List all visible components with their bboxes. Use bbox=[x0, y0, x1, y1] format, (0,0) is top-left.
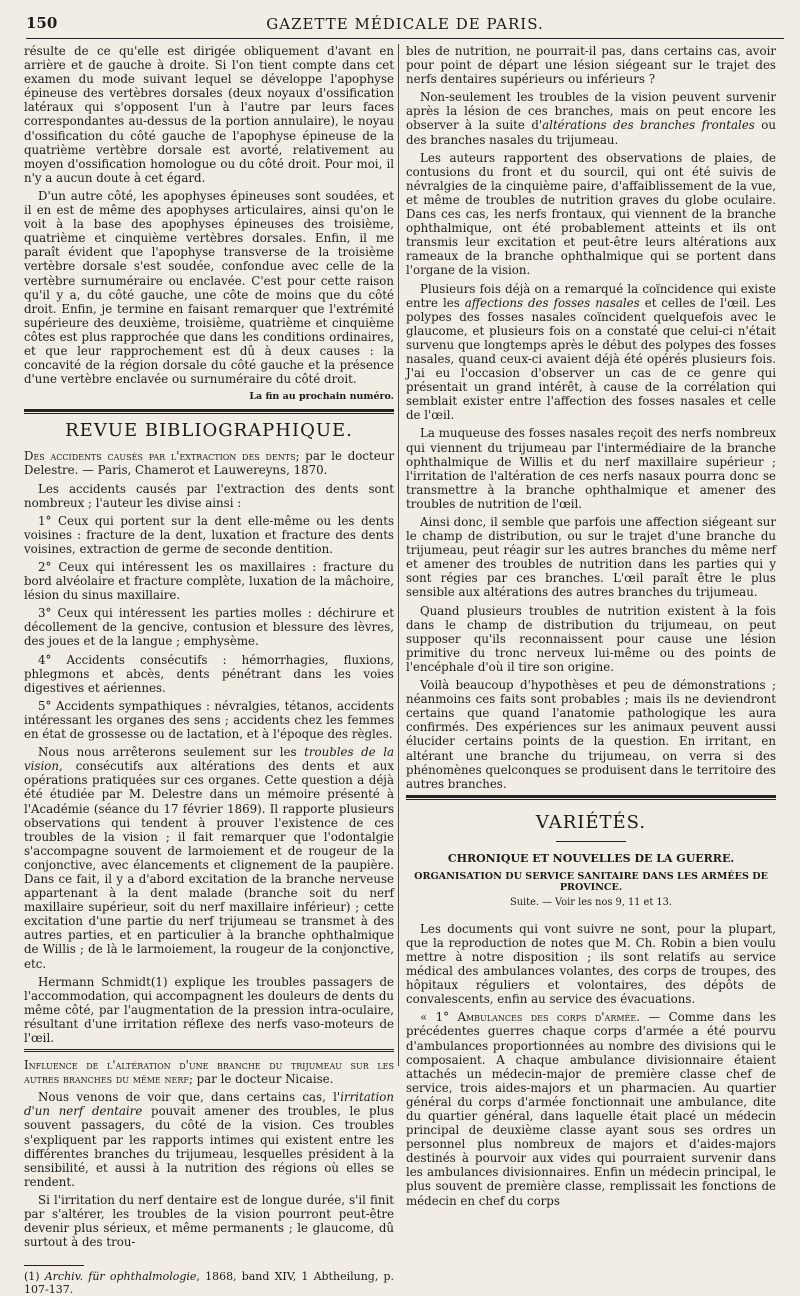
text: « 1° bbox=[420, 1010, 458, 1025]
entry-title: Influence de l'altération d'une branche du trijumeau sur les autres branches du même nerf bbox=[24, 1058, 394, 1087]
italic-text: irritation d'un nerf dentaire bbox=[24, 1090, 394, 1119]
paragraph: Voilà beaucoup d'hypothèses et peu de démonstrations ; néanmoins ces faits sont probables ; mais ils ne deviendront certains que quand l'anatomie pathologique les aura confirmés. Des expériences sur les animaux peuvent aussi élucider certains points de la question. En irritant, en altérant une branche du trijumeau, on verra si des phénomènes quelconques se produisent dans le territoire des autres branches. bbox=[406, 678, 776, 791]
paragraph: bles de nutrition, ne pourrait-il pas, dans certains cas, avoir pour point de départ une lésion siégeant sur le trajet des nerfs dentaires supérieurs ou inférieurs ? bbox=[406, 44, 776, 87]
bibliography-entry bbox=[24, 449, 394, 477]
paragraph bbox=[24, 1090, 394, 1189]
text: , 1868, band XIV, 1 Abtheilung, p. 107-137. bbox=[24, 1270, 395, 1296]
entry-source: ; par le docteur Delestre. — Paris, Chamerot et Lauwereyns, 1870. bbox=[24, 449, 394, 478]
italic-text: troubles de la vision bbox=[24, 745, 395, 774]
section-title: REVUE BIBLIOGRAPHIQUE. bbox=[65, 420, 353, 442]
section-title: VARIÉTÉS. bbox=[535, 811, 647, 833]
bibliography-entry bbox=[24, 1058, 394, 1086]
italic-text: altérations des branches frontales bbox=[542, 118, 755, 133]
subheading-organisation: ORGANISATION DU SERVICE SANITAIRE DANS LES ARMÉES DE PROVINCE. bbox=[414, 870, 768, 893]
entry-rule bbox=[24, 1049, 394, 1052]
right-column bbox=[406, 44, 776, 1208]
paragraph bbox=[406, 1010, 776, 1207]
paragraph: Si l'irritation du nerf dentaire est de longue durée, s'il finit par s'altérer, les troubles de la vision pourront peut-être devenir plus sérieux, et même permanents ; le glaucome, dû surtout à des trou- bbox=[24, 1192, 394, 1250]
paragraph bbox=[406, 282, 776, 423]
text: , consécutifs aux altérations des dents et aux opérations pratiquées sur ces organes. Cette question a déjà été étudiée par M. Delestre dans un mémoire présenté à l'Académie (séance du 17 février 1869). Il rapporte plusieurs observations qui tendent à prouver l'existence de ces troubles de la vision ; il fait remarquer que l'odontalgie s'accompagne souvent de larmoiement et de rougeur de la conjonctive, avec élancements et clignement de la paupière. Dans ce fait, il y a d'abord excitation de la branche nerveuse appartenant à la dent malade (branche soit du nerf maxillaire supérieur, soit du nerf maxillaire inférieur) ; cette excitation d'une partie du nerf trijumeau se transmet à des autres parties, et en particulier à la branche ophthalmique de Willis ; de là le larmoiement, la rougeur de la conjonctive, etc. bbox=[24, 759, 394, 971]
list-item: 5° Accidents sympathiques : névralgies, tétanos, accidents intéressant les organes des sens ; accidents chez les femmes en état de grossesse ou de lactation, et à l'époque des règles. bbox=[24, 698, 394, 742]
paragraph: D'un autre côté, les apophyses épineuses sont soudées, et il en est de même des apophyses articulaires, ainsi qu'on le voit à la base des apophyses épineuses des troisième, quatrième et cinquième vertèbres dorsales. Enfin, il me paraît évident que l'apophyse transverse de la troisième vertèbre dorsale s'est soudée, confondue avec celle de la vertèbre surnuméraire ou enclavée. C'est pour cette raison qu'il y a, du côté gauche, une côte de moins que du côté droit. Enfin, je termine en faisant remarquer que l'extrémité supérieure des deuxième, troisième, quatrième et cinquième côtes est plus rapprochée que dans les conditions ordinaires, et que leur rapprochement est dû à deux causes : la concavité de la région dorsale du côté gauche et la présence d'une vertèbre enclavée ou surnuméraire du côté droit. bbox=[24, 188, 394, 387]
paragraph: Hermann Schmidt(1) explique les troubles passagers de l'accommodation, qui accompagnent les douleurs de dents du même côté, par l'augmentation de la pression intra-oculaire, résultant d'une irritation réflexe des nerfs vaso-moteurs de l'œil. bbox=[24, 974, 394, 1045]
list-item: 4° Accidents consécutifs : hémorrhagies, fluxions, phlegmons et abcès, dents pénétrant dans les voies digestives et aériennes. bbox=[24, 652, 394, 695]
continued-note: La fin au prochain numéro. bbox=[249, 391, 394, 403]
list-item: 1° Ceux qui portent sur la dent elle-même ou les dents voisines : fracture de la dent, luxation et fracture des dents voisines, extraction de germe de seconde dentition. bbox=[24, 513, 394, 556]
text: Non-seulement les troubles de la vision peuvent survenir après la lésion de ces branches, mais on peut encore les observer à la suite d' bbox=[406, 90, 776, 133]
small-caps-text: Ambulances des corps d'armée bbox=[457, 1010, 637, 1025]
text: pouvait amener des troubles, le plus souvent passagers, du côté de la vision. Ces troubles s'expliquent par les rapports intimes qui existent entre les différentes branches du trijumeau, lesquelles président à la sensibilité, et aussi à la nutrition des régions où elles se rendent. bbox=[24, 1104, 395, 1189]
paragraph bbox=[24, 745, 394, 971]
paragraph: résulte de ce qu'elle est dirigée obliquement d'avant en arrière et de gauche à droite. Si l'on tient compte dans cet examen du mode suivant lequel se développe l'apophyse épineuse des vertèbres dorsales (deux noyaux d'ossification latéraux qui s'opposent l'un à l'autre par leurs faces correspondantes au-dessus de la portion annulaire), le noyau d'ossification du côté gauche de l'apophyse épineuse de la quatrième vertèbre dorsale est avorté, relativement au moyen d'ossification homologue ou du côté droit. Pour moi, il n'y a aucun doute à cet égard. bbox=[24, 44, 394, 185]
footnote-rule bbox=[24, 1265, 84, 1266]
paragraph bbox=[406, 90, 776, 146]
text: Plusieurs fois déjà on a remarqué la coïncidence qui existe entre les bbox=[406, 281, 776, 310]
entry-title: Des accidents causés par l'extraction des dents bbox=[24, 449, 296, 464]
list-item: 2° Ceux qui intéressent les os maxillaires : fracture du bord alvéolaire et fracture complète, luxation de la mâchoire, lésion du sinus maxillaire. bbox=[24, 560, 394, 603]
section-rule bbox=[24, 409, 394, 414]
section-rule bbox=[406, 795, 776, 800]
left-column bbox=[24, 44, 395, 1296]
title-rule bbox=[556, 841, 626, 842]
paragraph: Quand plusieurs troubles de nutrition existent à la fois dans le champ de distribution du trijumeau, on peut supposer qu'ils reconnaissent pour cause une lésion primitive du tronc nerveux lui-même ou des points de l'encéphale d'où il tire son origine. bbox=[406, 603, 776, 674]
page-number: 150 bbox=[26, 14, 58, 32]
italic-text: affections des fosses nasales bbox=[464, 295, 640, 310]
paragraph: Les accidents causés par l'extraction des dents sont nombreux ; l'auteur les divise ainsi : bbox=[24, 481, 394, 510]
paragraph: Ainsi donc, il semble que parfois une affection siégeant sur le champ de distribution, ou sur le trajet d'une branche du trijumeau, peut réagir sur les autres branches du même nerf et amener des troubles de nutrition dans les parties qui y sont régies par ces branches. L'œil paraît être le plus sensible aux altérations des autres branches du trijumeau. bbox=[406, 515, 776, 600]
journal-title: GAZETTE MÉDICALE DE PARIS. bbox=[266, 15, 544, 33]
list-item: 3° Ceux qui intéressent les parties molles : déchirure et décollement de la gencive, contusion et blessure des lèvres, des joues et de la langue ; emphysème. bbox=[24, 606, 394, 649]
text: et celles de l'œil. Les polypes des fosses nasales coïncident quelquefois avec le glaucome, et plusieurs fois on a constaté que celui-ci n'était survenu que longtemps après le début des polypes des fosses nasales, quand ceux-ci avaient déjà été opérés plusieurs fois. J'ai eu l'occasion d'observer un cas de ce genre qui présentait un grand intérêt, à cause de la corrélation qui semblait exister entre l'affection des fosses nasales et celle de l'œil. bbox=[406, 295, 776, 423]
text: ou des branches nasales du trijumeau. bbox=[406, 118, 776, 147]
text: . — Comme dans les précédentes guerres chaque corps d'armée a été pourvu d'ambulances proportionnées au nombre des divisions qui le composaient. A chaque ambulance divisionnaire étaient attachés un médecin-major de première classe chef de service, trois aides-majors et un pharmacien. Au quartier général du corps d'armée fonctionnait une ambulance, dite du quartier général, dans laquelle était placé un médecin principal de deuxième classe ayant sous ses ordres un personnel plus nombreux de majors et d'aides-majors destinés à pourvoir aux vides qui pourraient survenir dans les ambulances divisionnaires. Enfin un médecin principal, le plus souvent de première classe, remplissait les fonctions de médecin en chef du corps bbox=[406, 1010, 776, 1208]
text: Nous nous arrêterons seulement sur les bbox=[38, 745, 305, 760]
italic-text: Archiv. für ophthalmologie bbox=[44, 1270, 197, 1284]
paragraph: Les auteurs rapportent des observations de plaies, de contusions du front et du sourcil, qui ont été suivis de névralgies de la cinquième paire, d'affaiblissement de la vue, et même de troubles de nutrition graves du globe oculaire. Dans ces cas, les nerfs frontaux, qui viennent de la branche ophthalmique, ont été probablement atteints et ils ont transmis leur excitation et peut-être leurs altérations aux rameaux de la branche ophthalmique qui se portent dans l'organe de la vision. bbox=[406, 150, 776, 278]
column-divider bbox=[398, 44, 399, 1066]
text: (1) bbox=[24, 1270, 45, 1284]
footnote bbox=[24, 1270, 394, 1296]
text: Nous venons de voir que, dans certains cas, l' bbox=[38, 1090, 341, 1105]
header-rule bbox=[26, 38, 784, 39]
entry-source: ; par le docteur Nicaise. bbox=[188, 1072, 334, 1087]
paragraph: La muqueuse des fosses nasales reçoit des nerfs nombreux qui viennent du trijumeau par l'intermédiaire de la branche ophthalmique de Willis et du nerf maxillaire supérieur ; l'irritation de l'altération de ces nerfs nasaux pourra donc se transmettre à la branche ophthalmique et amener des troubles de nutrition de l'œil. bbox=[406, 426, 776, 511]
paragraph: Les documents qui vont suivre ne sont, pour la plupart, que la reproduction de notes que M. Ch. Robin a bien voulu mettre à notre disposition ; ils sont relatifs au service médical des ambulances volantes, des corps de troupes, des hôpitaux réguliers et volontaires, des dépôts de convalescents, enfin au service des évacuations. bbox=[406, 921, 776, 1007]
suite-note: Suite. — Voir les nos 9, 11 et 13. bbox=[510, 896, 672, 908]
subheading: CHRONIQUE ET NOUVELLES DE LA GUERRE. bbox=[447, 851, 735, 865]
running-header bbox=[26, 14, 784, 36]
